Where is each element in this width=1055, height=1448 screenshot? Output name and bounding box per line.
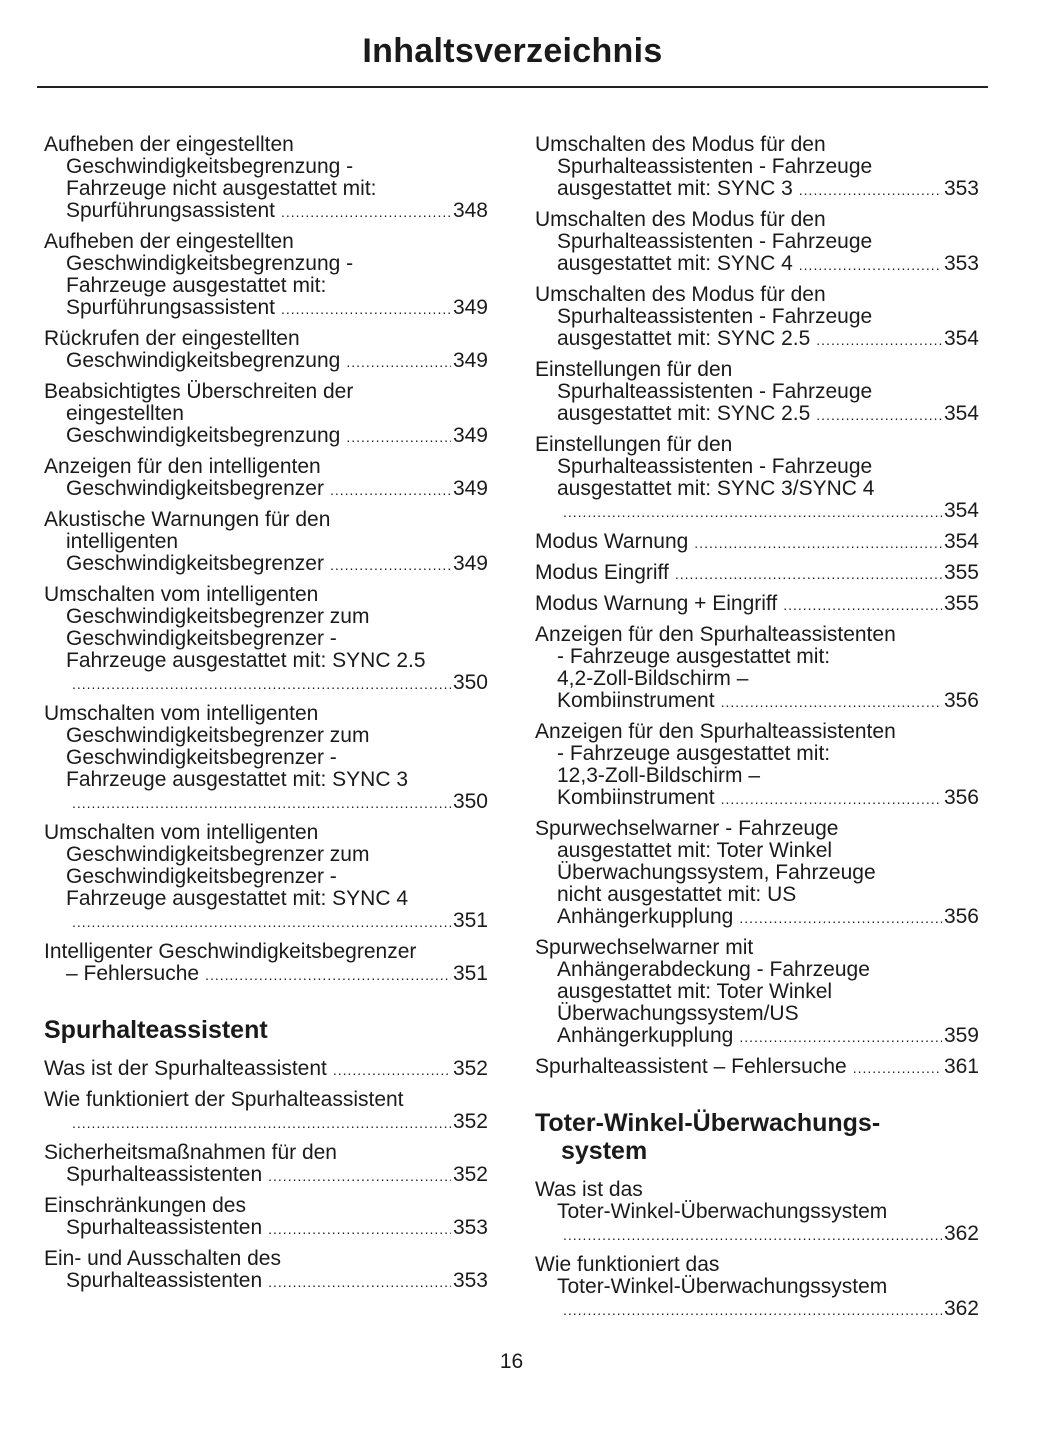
toc-page-number[interactable]: 356 (943, 786, 979, 809)
dot-leader (72, 911, 451, 933)
toc-page-number[interactable]: 352 (452, 1057, 488, 1080)
toc-entry-text: ausgestattet mit: SYNC 3 (557, 177, 793, 200)
toc-page-number[interactable]: 349 (452, 424, 488, 447)
toc-entry-text: Modus Warnung (535, 530, 689, 553)
toc-entry[interactable] (535, 284, 979, 351)
toc-entry[interactable] (44, 584, 488, 695)
toc-entry-last-line (44, 963, 488, 986)
toc-entry[interactable] (44, 456, 488, 501)
toc-entry-last-line (44, 1270, 488, 1293)
toc-entry-last-line (44, 297, 488, 320)
toc-entry-text: intelligenten (66, 530, 179, 553)
toc-entry-last-line (535, 531, 979, 554)
toc-entry-text: Kombiinstrument (557, 786, 715, 809)
section-heading (535, 1109, 979, 1165)
toc-entry-last-line (535, 562, 979, 585)
dot-leader (330, 479, 451, 501)
toc-entry-text: Rückrufen der eingestellten (44, 327, 300, 350)
dot-leader (346, 351, 451, 373)
toc-entry-text: Geschwindigkeitsbegrenzung - (66, 155, 354, 178)
dot-leader (853, 1057, 942, 1079)
toc-entry-last-line (535, 593, 979, 616)
toc-entry[interactable] (44, 703, 488, 814)
toc-entry-text: - Fahrzeuge ausgestattet mit: (557, 742, 831, 765)
toc-entry-text: ausgestattet mit: Toter Winkel (557, 839, 833, 862)
toc-entry-text: Spurhalteassistent – Fehlersuche (535, 1055, 847, 1078)
toc-page-number[interactable]: 356 (943, 905, 979, 928)
toc-entry[interactable] (535, 1056, 979, 1079)
toc-entry[interactable] (44, 1248, 488, 1293)
dot-leader (816, 329, 942, 351)
dot-leader (739, 907, 942, 929)
toc-entry[interactable] (44, 1142, 488, 1187)
toc-entry-text: Geschwindigkeitsbegrenzer - (66, 746, 337, 769)
toc-entry-text: Ein- und Ausschalten des (44, 1247, 281, 1270)
toc-entry-text: Anhängerabdeckung - Fahrzeuge (557, 958, 870, 981)
toc-entry-last-line (535, 906, 979, 929)
toc-entry-text: Geschwindigkeitsbegrenzung (66, 349, 341, 372)
toc-page-number[interactable]: 351 (452, 962, 488, 985)
toc-entry-text: Spurhalteassistenten (66, 1163, 263, 1186)
toc-entry-text: Umschalten vom intelligenten (44, 702, 319, 725)
toc-entry-text: Spurhalteassistenten - Fahrzeuge (557, 455, 873, 478)
toc-entry-text: Fahrzeuge ausgestattet mit: SYNC 3 (66, 768, 408, 791)
dot-leader (72, 792, 451, 814)
dot-leader (816, 404, 942, 426)
toc-entry-text: Umschalten vom intelligenten (44, 821, 319, 844)
toc-entry-text: Geschwindigkeitsbegrenzer (66, 552, 324, 575)
toc-entry[interactable] (44, 1089, 488, 1134)
section-heading-line: Toter-Winkel-Überwachungs- (535, 1109, 881, 1137)
toc-entry[interactable] (44, 328, 488, 373)
toc-entry-text: Einstellungen für den (535, 433, 733, 456)
toc-entry-text: Geschwindigkeitsbegrenzer - (66, 627, 337, 650)
toc-entry-text: Fahrzeuge ausgestattet mit: (66, 274, 327, 297)
toc-page-number[interactable]: 356 (943, 689, 979, 712)
toc-page-number[interactable]: 354 (943, 530, 979, 553)
dot-leader (281, 201, 451, 223)
dot-leader (739, 1026, 942, 1048)
toc-entry-text: Fahrzeuge nicht ausgestattet mit: (66, 177, 377, 200)
dot-leader (721, 691, 942, 713)
toc-entry-text: Spurhalteassistenten (66, 1216, 263, 1239)
toc-page-number[interactable]: 355 (943, 561, 979, 584)
toc-entry-text: Anzeigen für den intelligenten (44, 455, 321, 478)
toc-entry[interactable] (535, 721, 979, 810)
toc-page-number[interactable]: 354 (943, 327, 979, 350)
toc-page-number[interactable]: 353 (452, 1216, 488, 1239)
toc-entry-text: Fahrzeuge ausgestattet mit: SYNC 2.5 (66, 649, 426, 672)
toc-page-number[interactable]: 348 (452, 199, 488, 222)
toc-entry-text: Was ist das (535, 1178, 643, 1201)
toc-entry-last-line (535, 787, 979, 810)
toc-page-number[interactable]: 349 (452, 296, 488, 319)
toc-entry[interactable] (535, 1254, 979, 1321)
toc-entry[interactable] (44, 509, 488, 576)
toc-entry-text: Geschwindigkeitsbegrenzer - (66, 865, 337, 888)
toc-entry-text: Was ist der Spurhalteassistent (44, 1057, 327, 1080)
toc-page-number[interactable]: 350 (452, 790, 488, 813)
toc-entry-text: Spurführungsassistent (66, 199, 275, 222)
toc-entry-text: Kombiinstrument (557, 689, 715, 712)
toc-entry[interactable] (535, 818, 979, 929)
toc-entry-text: Spurführungsassistent (66, 296, 275, 319)
toc-entry-last-line (44, 200, 488, 223)
dot-leader (346, 426, 451, 448)
toc-entry-last-line (44, 791, 488, 814)
toc-entry-text: ausgestattet mit: Toter Winkel (557, 980, 833, 1003)
toc-entry-text: Intelligenter Geschwindigkeitsbegrenzer (44, 940, 417, 963)
dot-leader (72, 673, 451, 695)
toc-entry-last-line (44, 910, 488, 933)
toc-page-number[interactable]: 354 (943, 499, 979, 522)
toc-entry[interactable] (44, 381, 488, 448)
toc-entry-text: Anhängerkupplung (557, 1024, 734, 1047)
toc-entry-last-line (44, 478, 488, 501)
section-heading (44, 1016, 488, 1044)
dot-leader (783, 594, 942, 616)
dot-leader (799, 179, 942, 201)
toc-page-number[interactable]: 352 (452, 1110, 488, 1133)
dot-leader (330, 554, 451, 576)
toc-entry-text: ausgestattet mit: SYNC 4 (557, 252, 793, 275)
dot-leader (675, 563, 942, 585)
toc-entry-last-line (44, 553, 488, 576)
toc-page-number[interactable]: 355 (943, 592, 979, 615)
toc-entry-text: Akustische Warnungen für den (44, 508, 331, 531)
toc-entry-text: nicht ausgestattet mit: US (557, 883, 797, 906)
toc-entry-text: Geschwindigkeitsbegrenzer zum (66, 605, 370, 628)
toc-entry-last-line (535, 403, 979, 426)
toc-page-number[interactable]: 353 (452, 1269, 488, 1292)
toc-entry-text: Umschalten des Modus für den (535, 133, 826, 156)
toc-page-number[interactable]: 349 (452, 552, 488, 575)
toc-entry[interactable] (535, 531, 979, 554)
toc-entry[interactable] (535, 562, 979, 585)
toc-right-column (535, 134, 979, 1329)
toc-entry-text: Überwachungssystem/US (557, 1002, 799, 1025)
toc-entry-last-line (535, 253, 979, 276)
toc-page-number[interactable]: 350 (452, 671, 488, 694)
toc-entry-text: Geschwindigkeitsbegrenzung - (66, 252, 354, 275)
toc-entry[interactable] (535, 593, 979, 616)
toc-entry-text: Modus Warnung + Eingriff (535, 592, 778, 615)
toc-page-number[interactable]: 349 (452, 477, 488, 500)
toc-entry-text: Geschwindigkeitsbegrenzung (66, 424, 341, 447)
toc-entry[interactable] (44, 1058, 488, 1081)
toc-entry-last-line (535, 500, 979, 523)
toc-page-number[interactable]: 353 (943, 252, 979, 275)
toc-entry-text: 12,3-Zoll-Bildschirm – (557, 764, 761, 787)
toc-entry-text: Geschwindigkeitsbegrenzer (66, 477, 324, 500)
toc-entry[interactable] (535, 937, 979, 1048)
toc-entry-last-line (535, 1298, 979, 1321)
dot-leader (563, 501, 942, 523)
toc-entry-text: Anhängerkupplung (557, 905, 734, 928)
dot-leader (721, 788, 942, 810)
title-divider (37, 86, 988, 88)
page-title: Inhaltsverzeichnis (362, 32, 663, 70)
toc-entry-text: 4,2-Zoll-Bildschirm – (557, 667, 749, 690)
toc-entry-text: Fahrzeuge ausgestattet mit: SYNC 4 (66, 887, 408, 910)
toc-entry-text: Aufheben der eingestellten (44, 230, 294, 253)
toc-entry[interactable] (44, 231, 488, 320)
toc-entry-text: Geschwindigkeitsbegrenzer zum (66, 724, 370, 747)
toc-entry-last-line (44, 1164, 488, 1187)
toc-entry-text: Spurwechselwarner - Fahrzeuge (535, 817, 839, 840)
toc-entry-text: Geschwindigkeitsbegrenzer zum (66, 843, 370, 866)
toc-entry[interactable] (44, 822, 488, 933)
toc-page-number[interactable]: 362 (943, 1222, 979, 1245)
dot-leader (268, 1218, 451, 1240)
toc-entry-last-line (44, 1111, 488, 1134)
toc-entry[interactable] (535, 134, 979, 201)
toc-entry-text: Einschränkungen des (44, 1194, 246, 1217)
toc-entry-last-line (535, 1223, 979, 1246)
toc-page-number[interactable]: 354 (943, 402, 979, 425)
toc-entry-text: Aufheben der eingestellten (44, 133, 294, 156)
toc-entry-last-line (44, 425, 488, 448)
toc-entry[interactable] (535, 209, 979, 276)
toc-entry[interactable] (44, 134, 488, 223)
toc-entry-text: Umschalten des Modus für den (535, 208, 826, 231)
dot-leader (268, 1271, 451, 1293)
toc-entry-text: Wie funktioniert das (535, 1253, 720, 1276)
dot-leader (333, 1059, 451, 1081)
toc-entry-text: – Fehlersuche (66, 962, 200, 985)
toc-entry-last-line (535, 328, 979, 351)
toc-entry-text: Anzeigen für den Spurhalteassistenten (535, 720, 896, 743)
toc-entry-text: Umschalten vom intelligenten (44, 583, 319, 606)
toc-entry-text: ausgestattet mit: SYNC 3/SYNC 4 (557, 477, 875, 500)
toc-entry[interactable] (535, 434, 979, 523)
section-heading-line: system (561, 1137, 648, 1165)
toc-entry-text: Umschalten des Modus für den (535, 283, 826, 306)
toc-entry-text: Toter-Winkel-Überwachungssystem (557, 1275, 888, 1298)
toc-entry-last-line (535, 178, 979, 201)
toc-entry[interactable] (535, 1179, 979, 1246)
dot-leader (268, 1165, 451, 1187)
dot-leader (72, 1112, 451, 1134)
toc-entry-text: Spurhalteassistenten - Fahrzeuge (557, 155, 873, 178)
dot-leader (799, 254, 942, 276)
toc-entry-text: Modus Eingriff (535, 561, 669, 584)
toc-page-number[interactable]: 353 (943, 177, 979, 200)
toc-entry-text: Überwachungssystem, Fahrzeuge (557, 861, 876, 884)
dot-leader (281, 298, 451, 320)
toc-page-number[interactable]: 351 (452, 909, 488, 932)
dot-leader (563, 1299, 942, 1321)
toc-entry-text: - Fahrzeuge ausgestattet mit: (557, 645, 831, 668)
page-number: 16 (499, 1350, 524, 1373)
toc-page-number[interactable]: 362 (943, 1297, 979, 1320)
section-heading-line: Spurhalteassistent (44, 1016, 268, 1044)
toc-entry-text: Anzeigen für den Spurhalteassistenten (535, 623, 896, 646)
toc-entry-text: Spurhalteassistenten (66, 1269, 263, 1292)
toc-entry-text: Spurhalteassistenten - Fahrzeuge (557, 230, 873, 253)
toc-entry-text: ausgestattet mit: SYNC 2.5 (557, 327, 811, 350)
toc-entry[interactable] (44, 1195, 488, 1240)
toc-entry-last-line (535, 1025, 979, 1048)
toc-entry-text: Sicherheitsmaßnahmen für den (44, 1141, 337, 1164)
toc-entry-text: ausgestattet mit: SYNC 2.5 (557, 402, 811, 425)
dot-leader (563, 1224, 942, 1246)
toc-entry[interactable] (535, 624, 979, 713)
toc-entry-text: eingestellten (66, 402, 184, 425)
toc-entry-text: Beabsichtigtes Überschreiten der (44, 380, 354, 403)
toc-page-number[interactable]: 352 (452, 1163, 488, 1186)
toc-entry-text: Wie funktioniert der Spurhalteassistent (44, 1088, 404, 1111)
toc-page-number[interactable]: 361 (943, 1055, 979, 1078)
toc-left-column (44, 134, 488, 1301)
toc-entry[interactable] (535, 359, 979, 426)
toc-entry-text: Einstellungen für den (535, 358, 733, 381)
dot-leader (694, 532, 942, 554)
toc-entry[interactable] (44, 941, 488, 986)
toc-entry-text: Spurwechselwarner mit (535, 936, 754, 959)
toc-entry-last-line (44, 1058, 488, 1081)
toc-entry-last-line (44, 1217, 488, 1240)
toc-entry-text: Spurhalteassistenten - Fahrzeuge (557, 380, 873, 403)
dot-leader (205, 964, 451, 986)
toc-page-number[interactable]: 349 (452, 349, 488, 372)
toc-page-number[interactable]: 359 (943, 1024, 979, 1047)
toc-entry-last-line (535, 690, 979, 713)
toc-entry-last-line (44, 350, 488, 373)
toc-entry-text: Toter-Winkel-Überwachungssystem (557, 1200, 888, 1223)
toc-entry-last-line (535, 1056, 979, 1079)
toc-entry-last-line (44, 672, 488, 695)
toc-entry-text: Spurhalteassistenten - Fahrzeuge (557, 305, 873, 328)
